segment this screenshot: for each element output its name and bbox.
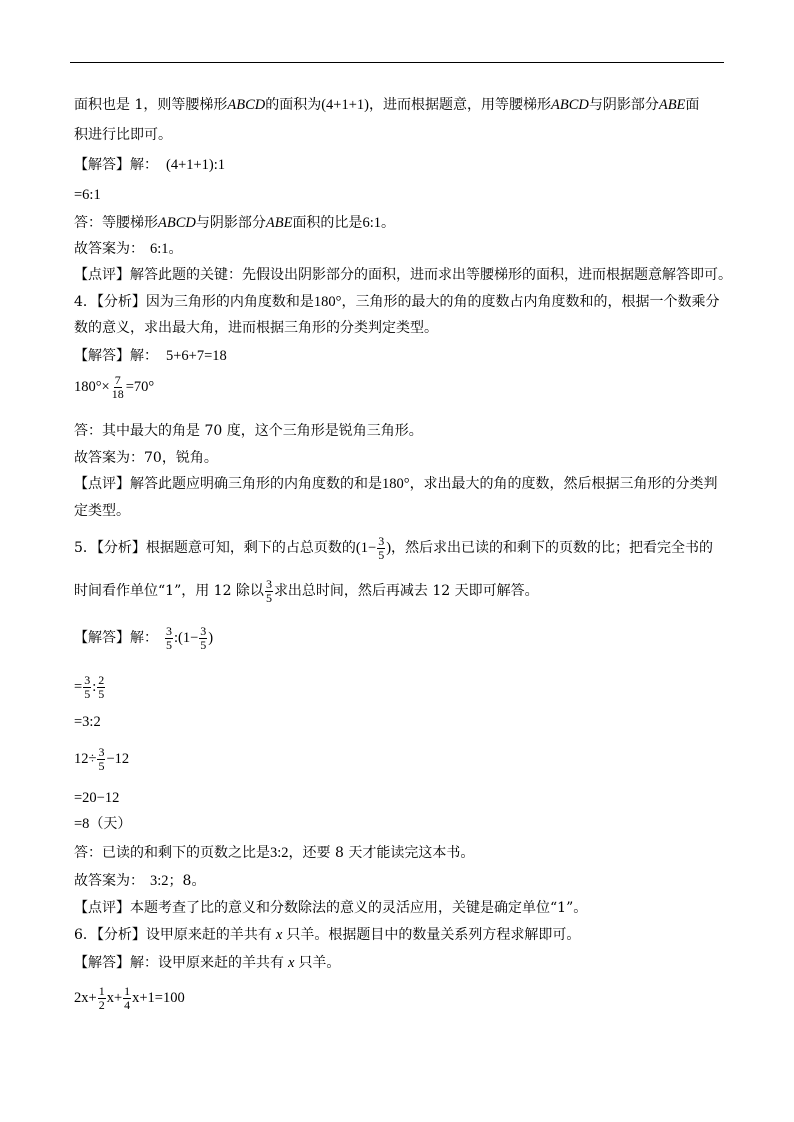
q3-comment: 【点评】解答此题的关键：先假设出阴影部分的面积，进而求出等腰梯形的面积，进而根据题意解答即可。	[74, 267, 732, 283]
q4-comment-line2: 定类型。	[74, 503, 130, 519]
q3-analysis-line1: 面积也是 1，则等腰梯形ABCD的面积为(4+1+1)，进而根据题意，用等腰梯形ABCD与阴影部分ABE面	[74, 97, 700, 113]
q5-result: 故答案为： 3:2；8。	[74, 873, 206, 889]
fraction: $\frac{1}{4}$	[124, 983, 131, 1012]
fraction: $\frac{3}{5}$	[265, 576, 272, 605]
header-rule	[70, 62, 724, 63]
q5-step3: 12÷ $\frac{3}{5}$ −12	[74, 744, 130, 773]
q4-result: 故答案为：70，锐角。	[74, 450, 218, 466]
q4-analysis-line2: 数的意义，求出最大角，进而根据三角形的分类判定类型。	[74, 320, 438, 336]
q5-comment: 【点评】本题考查了比的意义和分数除法的意义的灵活应用，关键是确定单位“1”。	[74, 900, 588, 916]
fraction: $\frac{7}{18}$	[111, 372, 124, 401]
q3-solution: 【解答】解： (4+1+1):1	[74, 157, 226, 173]
q5-step4: =20−12	[74, 790, 120, 806]
q3-answer: 答：等腰梯形ABCD与阴影部分ABE面积的比是6:1。	[74, 215, 395, 231]
q3-step: =6:1	[74, 187, 101, 203]
fraction: $\frac{3}{5}$	[200, 623, 207, 652]
fraction: $\frac{3}{5}$	[98, 744, 105, 773]
solution-tag: 【解答】	[74, 157, 130, 173]
q6-solution: 【解答】解：设甲原来赶的羊共有 x 只羊。	[74, 955, 341, 971]
fraction: $\frac{3}{5}$	[378, 533, 385, 562]
q4-comment-line1: 【点评】解答此题应明确三角形的内角度数的和是180°，求出最大的角的度数，然后根据三角形的分类判	[74, 476, 718, 492]
q5-step2: =3:2	[74, 714, 101, 730]
q6-equation: 2x+ $\frac{1}{2}$ x+ $\frac{1}{4}$ x+1=100	[74, 983, 185, 1012]
q5-solution: 【解答】解： $\frac{3}{5}$ :(1− $\frac{3}{5}$ )	[74, 623, 214, 652]
fraction: $\frac{3}{5}$	[84, 672, 91, 701]
q3-result: 故答案为： 6:1。	[74, 241, 183, 257]
q5-step5: =8（天）	[74, 816, 132, 832]
q4-solution: 【解答】解： 5+6+7=18	[74, 348, 227, 364]
fraction: $\frac{1}{2}$	[98, 983, 105, 1012]
q4-answer: 答：其中最大的角是 70 度，这个三角形是锐角三角形。	[74, 423, 423, 439]
q5-analysis-line2: 时间看作单位“1”，用 12 除以 $\frac{3}{5}$ 求出总时间，然后再减去 12 天即可解答。	[74, 576, 539, 605]
q5-step1: = $\frac{3}{5}$ : $\frac{2}{5}$	[74, 672, 105, 701]
q4-analysis-line1: 4．【分析】因为三角形的内角度数和是180°，三角形的最大的角的度数占内角度数和的，根据一个数乘分	[74, 294, 720, 310]
q5-answer: 答：已读的和剩下的页数之比是3:2，还要 8 天才能读完这本书。	[74, 845, 475, 861]
q6-analysis: 6．【分析】设甲原来赶的羊共有 x 只羊。根据题目中的数量关系列方程求解即可。	[74, 927, 581, 943]
fraction: $\frac{2}{5}$	[98, 672, 105, 701]
q4-calc: 180°× $\frac{7}{18}$ =70°	[74, 372, 155, 401]
fraction: $\frac{3}{5}$	[166, 623, 172, 652]
q3-analysis-line2: 积进行比即可。	[74, 127, 172, 143]
q5-analysis-line1: 5．【分析】根据题意可知，剩下的占总页数的(1− $\frac{3}{5}$ )，然后求出已读的和剩下的页数的比；把看完全书的	[74, 533, 714, 562]
